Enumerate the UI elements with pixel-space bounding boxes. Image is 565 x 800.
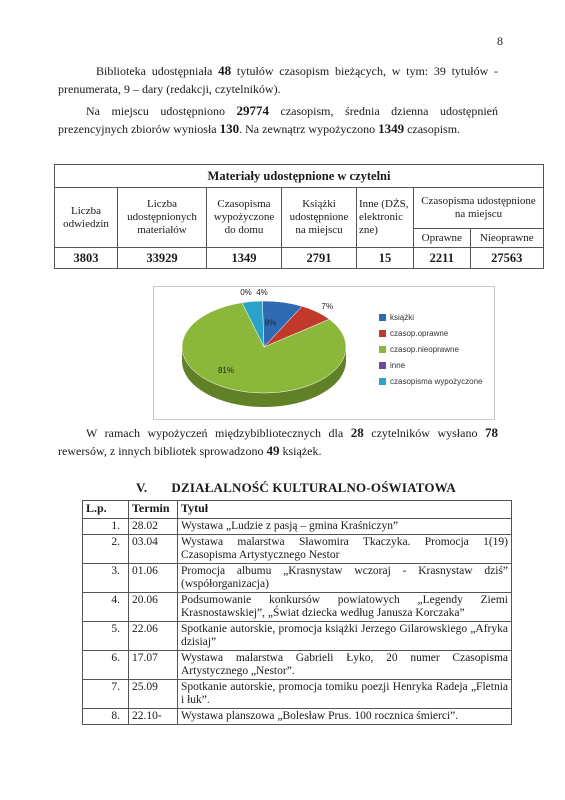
row-number: 8. — [83, 709, 129, 725]
legend-swatch — [379, 346, 386, 353]
pie-chart-plot — [154, 287, 374, 419]
legend-label: czasop.oprawne — [390, 328, 449, 338]
row-title: Promocja albumu „Krasnystaw wczoraj - Krasnystaw dziś” (współorganizacja) — [178, 564, 512, 593]
table-row — [83, 680, 512, 709]
number-readers: 28 — [350, 425, 364, 440]
header-lp: L.p. — [83, 501, 129, 519]
header-other: Inne (DŻS, elektronic zne) — [357, 188, 414, 248]
text: tytułów czasopism bieżących, w tym: 39 tytułów - prenumerata, 9 – dary (redakcji, czytelników). — [58, 64, 498, 96]
table-row — [83, 519, 512, 535]
legend-swatch — [379, 378, 386, 385]
pie-data-label: 81% — [217, 366, 235, 375]
row-number: 4. — [83, 593, 129, 622]
row-date: 20.06 — [129, 593, 178, 622]
row-title: Wystawa planszowa „Bolesław Prus. 100 rocznica śmierci”. — [178, 709, 512, 725]
legend-label: inne — [390, 360, 406, 370]
table-row — [83, 535, 512, 564]
section-title: DZIAŁALNOŚĆ KULTURALNO-OŚWIATOWA — [171, 480, 457, 495]
text: czasopism, średnia dzienna udostępnień prezencyjnych zbiorów wyniosła — [58, 104, 498, 136]
pie-data-label: 7% — [321, 301, 334, 311]
paragraph-interlibrary — [58, 424, 498, 460]
pie-data-label: 8% — [264, 318, 277, 328]
row-title: Wystawa „Ludzie z pasją – gmina Kraśniczyn” — [178, 519, 512, 535]
value-cell: 27563 — [470, 248, 543, 269]
table-row — [83, 622, 512, 651]
row-date: 17.07 — [129, 651, 178, 680]
chart-legend — [379, 309, 482, 389]
legend-swatch — [379, 362, 386, 369]
subheader-unbound: Nieoprawne — [470, 229, 543, 248]
legend-swatch — [379, 330, 386, 337]
text: . Na zewnątrz wypożyczono — [239, 122, 379, 136]
number-imported: 49 — [266, 443, 280, 458]
number-sent: 78 — [484, 425, 498, 440]
section-heading — [136, 480, 456, 496]
text: W ramach wypożyczeń międzybibliotecznych dla — [86, 426, 351, 440]
header-lent-periodicals: Czasopisma wypożyczone do domu — [207, 188, 282, 248]
row-date: 01.06 — [129, 564, 178, 593]
header-materials: Liczba udostępnionych materiałów — [118, 188, 207, 248]
legend-label: czasopisma wypożyczone — [390, 376, 483, 386]
value-cell: 33929 — [118, 248, 207, 269]
legend-item — [379, 325, 482, 341]
row-title: Spotkanie autorskie, promocja tomiku poezji Henryka Radeja „Fletnia i łuk”. — [178, 680, 512, 709]
pie-data-label: 4% — [256, 288, 268, 297]
number-daily: 130 — [219, 121, 240, 136]
value-cell: 15 — [357, 248, 414, 269]
events-table — [82, 500, 512, 725]
legend-label: czasop.nieoprawne — [390, 344, 459, 354]
legend-item — [379, 309, 482, 325]
table-row — [83, 593, 512, 622]
subheader-bound: Oprawne — [414, 229, 471, 248]
text: książek. — [279, 444, 322, 458]
row-number: 5. — [83, 622, 129, 651]
legend-item — [379, 341, 482, 357]
value-cell: 2211 — [414, 248, 471, 269]
table-row — [83, 709, 512, 725]
row-number: 3. — [83, 564, 129, 593]
row-title: Wystawa malarstwa Gabrieli Łyko, 20 numer Czasopisma Artystycznego „Nestor”. — [178, 651, 512, 680]
page-number: 8 — [497, 34, 503, 48]
row-number: 7. — [83, 680, 129, 709]
number-onsite: 29774 — [236, 103, 270, 118]
text: czasopism. — [404, 122, 461, 136]
table-caption: Materiały udostępnione w czytelni — [55, 165, 544, 188]
row-date: 28.02 — [129, 519, 178, 535]
number-titles: 48 — [218, 63, 232, 78]
text: Biblioteka udostępniała — [96, 64, 219, 78]
header-periodicals-onsite: Czasopisma udostępnione na miejscu — [414, 188, 544, 229]
legend-item — [379, 357, 482, 373]
legend-swatch — [379, 314, 386, 321]
value-cell: 1349 — [207, 248, 282, 269]
legend-item — [379, 373, 482, 389]
row-date: 03.04 — [129, 535, 178, 564]
section-number: V. — [136, 480, 148, 495]
table-row — [83, 651, 512, 680]
header-title: Tytuł — [178, 501, 512, 519]
row-title: Wystawa malarstwa Sławomira Tkaczyka. Promocja 1(19) Czasopisma Artystycznego Nestor — [178, 535, 512, 564]
row-number: 2. — [83, 535, 129, 564]
pie-data-label: 0% — [240, 288, 252, 297]
value-cell: 3803 — [55, 248, 118, 269]
row-title: Podsumowanie konkursów powiatowych „Legendy Ziemi Krasnostawskiej”, „Świat dziecka według Janusza Korczaka” — [178, 593, 512, 622]
header-term: Termin — [129, 501, 178, 519]
row-date: 22.10- — [129, 709, 178, 725]
events-table-body — [83, 519, 512, 725]
text: czytelników wysłano — [363, 426, 485, 440]
value-cell: 2791 — [282, 248, 357, 269]
row-number: 6. — [83, 651, 129, 680]
header-visits: Liczba odwiedzin — [55, 188, 118, 248]
row-date: 25.09 — [129, 680, 178, 709]
reading-room-table — [54, 164, 544, 269]
header-books-onsite: Książki udostępnione na miejscu — [282, 188, 357, 248]
row-number: 1. — [83, 519, 129, 535]
legend-label: książki — [390, 312, 415, 322]
paragraph-onsite — [58, 102, 498, 138]
pie-chart — [153, 286, 495, 420]
table-row — [83, 564, 512, 593]
text: rewersów, z innych bibliotek sprowadzono — [58, 444, 267, 458]
text: Na miejscu udostępniono — [86, 104, 237, 118]
number-borrowed: 1349 — [378, 121, 405, 136]
row-title: Spotkanie autorskie, promocja książki Jerzego Gilarowskiego „Afryka dzisiaj” — [178, 622, 512, 651]
row-date: 22.06 — [129, 622, 178, 651]
paragraph-periodicals — [58, 62, 498, 98]
